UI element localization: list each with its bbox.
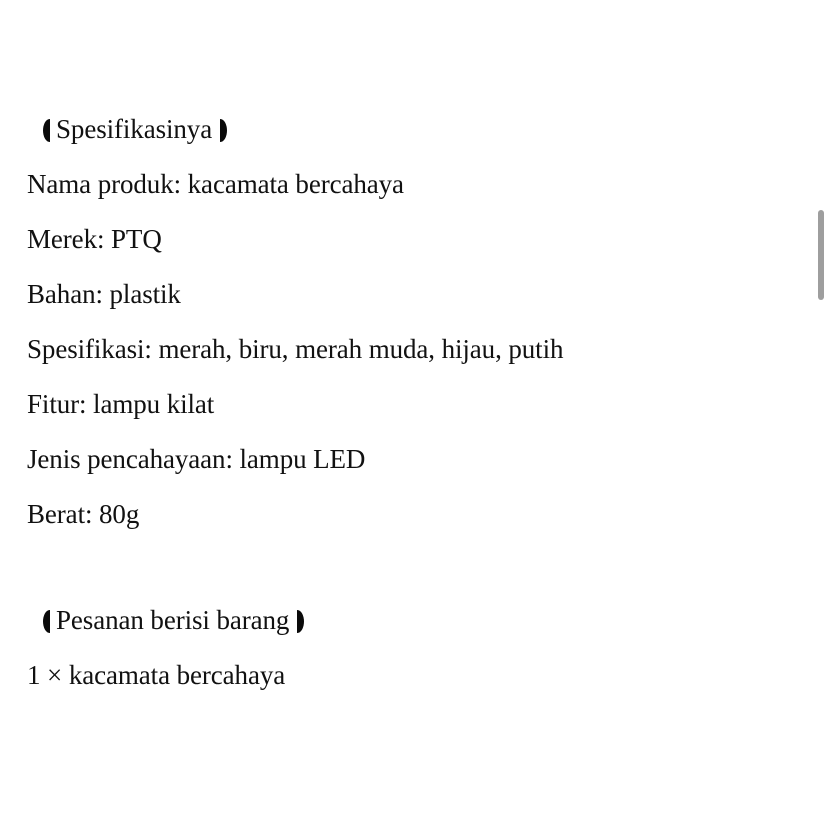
section-heading-text: Spesifikasinya [56, 114, 213, 144]
spec-item-lighting-type: Jenis pencahayaan: lampu LED [27, 444, 366, 474]
spec-item-brand: Merek: PTQ [27, 224, 162, 254]
spec-item-product-name: Nama produk: kacamata bercahaya [27, 169, 404, 199]
spec-item-weight: Berat: 80g [27, 499, 140, 529]
left-bracket-icon [43, 119, 50, 142]
section-heading-package-contents [40, 604, 307, 636]
left-bracket-icon [43, 610, 50, 633]
right-bracket-icon [220, 119, 227, 142]
spec-item-feature: Fitur: lampu kilat [27, 389, 215, 419]
right-bracket-icon [297, 610, 304, 633]
vertical-scrollbar[interactable] [814, 0, 828, 828]
spec-item-colors: Spesifikasi: merah, biru, merah muda, hijau, putih [27, 334, 564, 364]
spec-item-material: Bahan: plastik [27, 279, 181, 309]
scrollbar-thumb[interactable] [818, 210, 824, 300]
section-heading-specifications [40, 113, 230, 145]
package-item: 1 × kacamata bercahaya [27, 660, 286, 690]
section-heading-text: Pesanan berisi barang [56, 605, 290, 635]
